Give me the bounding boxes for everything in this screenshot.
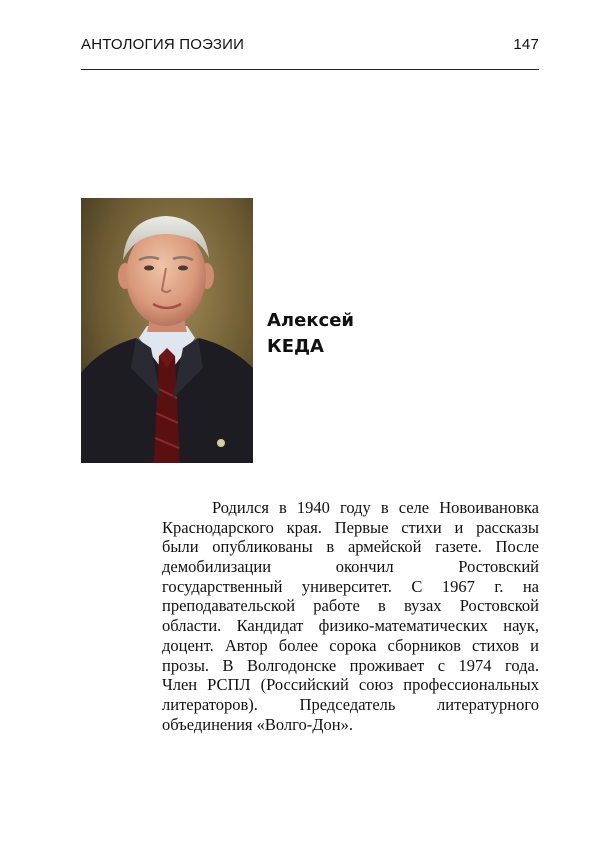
- author-first-name: Алексей: [267, 310, 355, 331]
- biography-line: государственный университет. С 1967 г. на: [162, 576, 539, 596]
- author-portrait: [81, 198, 253, 463]
- biography-line: Краснодарского края. Первые стихи и рассказы: [162, 517, 539, 537]
- page-number: 147: [513, 36, 539, 53]
- biography-line: объединения «Волго-Дон».: [162, 714, 353, 734]
- author-last-name: КЕДА: [267, 336, 324, 357]
- biography-line: литераторов). Председатель литературного: [162, 694, 539, 714]
- biography-line: области. Кандидат физико-математических наук,: [162, 616, 539, 636]
- header-divider: [81, 69, 539, 70]
- biography-line: Член РСПЛ (Российский союз профессиональных: [162, 675, 539, 695]
- biography-line: Родился в 1940 году в селе Новоивановка: [212, 498, 539, 517]
- biography-line: доцент. Автор более сорока сборников стихов и: [162, 635, 539, 655]
- author-name: [267, 308, 354, 360]
- biography-line: были опубликованы в армейской газете. После: [162, 537, 539, 557]
- biography-line: прозы. В Волгодонске проживает с 1974 года.: [162, 655, 539, 675]
- running-header: [81, 36, 539, 58]
- biography-line: демобилизации окончил Ростовский: [162, 557, 539, 577]
- book-title: АНТОЛОГИЯ ПОЭЗИИ: [81, 36, 245, 53]
- biography: [162, 498, 539, 734]
- biography-line: преподавательской работе в вузах Ростовской: [162, 596, 539, 616]
